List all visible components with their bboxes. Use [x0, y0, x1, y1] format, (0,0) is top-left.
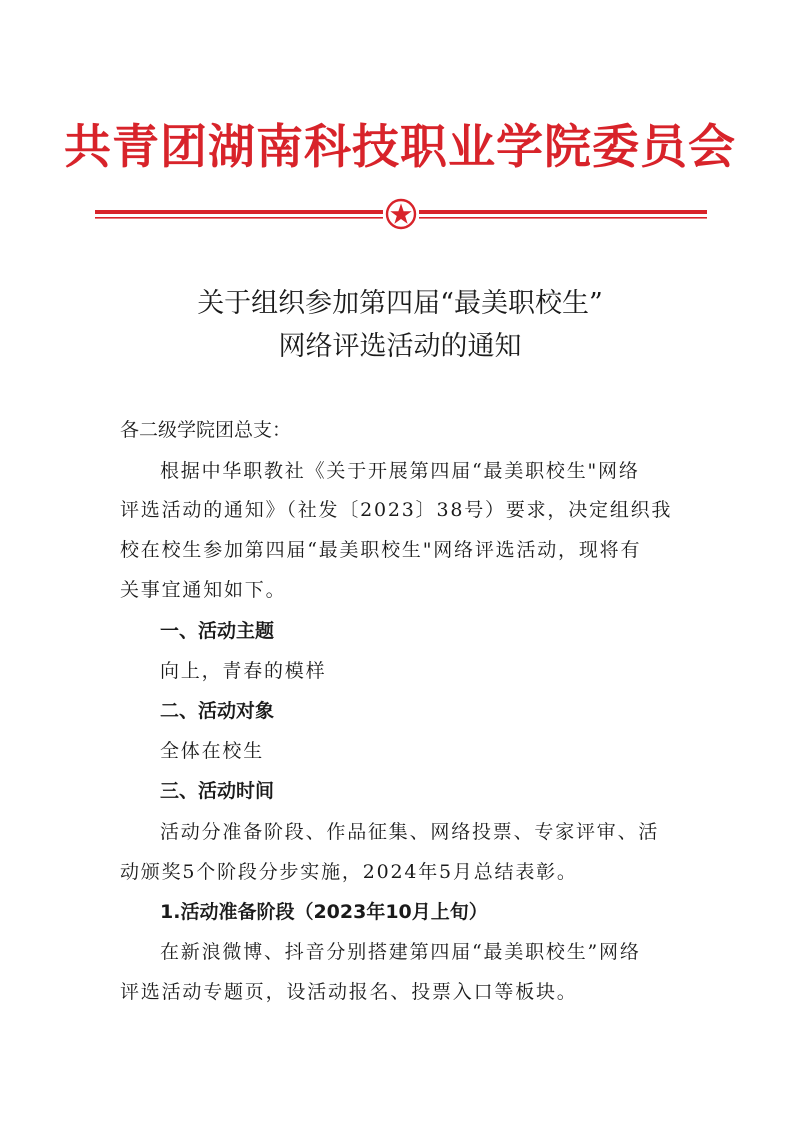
- intro-line-3: 校在校生参加第四届“最美职校生"网络评选活动，现将有: [120, 539, 642, 561]
- section-heading-theme: 一、活动主题: [160, 620, 275, 642]
- document-title-line-2: 网络评选活动的通知: [278, 331, 522, 362]
- divider-thin-line-right: [419, 217, 707, 219]
- subsection-text-prep-line-2: 评选活动专题页，设活动报名、投票入口等板块。: [120, 981, 578, 1003]
- subsection-text-prep-line-1: 在新浪微博、抖音分别搭建第四届“最美职校生”网络: [160, 941, 641, 963]
- section-text-theme: 向上，青春的模样: [160, 660, 327, 682]
- salutation: 各二级学院团总支：: [120, 419, 292, 441]
- org-header-title: 共青团湖南科技职业学院委员会: [64, 120, 736, 175]
- section-heading-audience: 二、活动对象: [160, 700, 275, 722]
- red-divider-with-star: [95, 198, 707, 232]
- intro-line-4: 关事宜通知如下。: [120, 579, 287, 601]
- intro-line-1: 根据中华职教社《关于开展第四届“最美职校生"网络: [160, 460, 640, 482]
- divider-thick-line-left: [95, 210, 383, 214]
- section-text-audience: 全体在校生: [160, 740, 265, 762]
- divider-thick-line-right: [419, 210, 707, 214]
- divider-thin-line-left: [95, 217, 383, 219]
- document-title-line-1: 关于组织参加第四届“最美职校生”: [197, 288, 603, 319]
- section-text-time-line-2: 动颁奖5个阶段分步实施，2024年5月总结表彰。: [120, 861, 578, 883]
- section-text-time-line-1: 活动分准备阶段、作品征集、网络投票、专家评审、活: [160, 821, 660, 843]
- intro-line-2: 评选活动的通知》（社发〔2023〕38号）要求，决定组织我: [120, 499, 673, 521]
- section-heading-time: 三、活动时间: [160, 780, 275, 802]
- subsection-heading-prep: 1.活动准备阶段（2023年10月上旬）: [160, 901, 488, 923]
